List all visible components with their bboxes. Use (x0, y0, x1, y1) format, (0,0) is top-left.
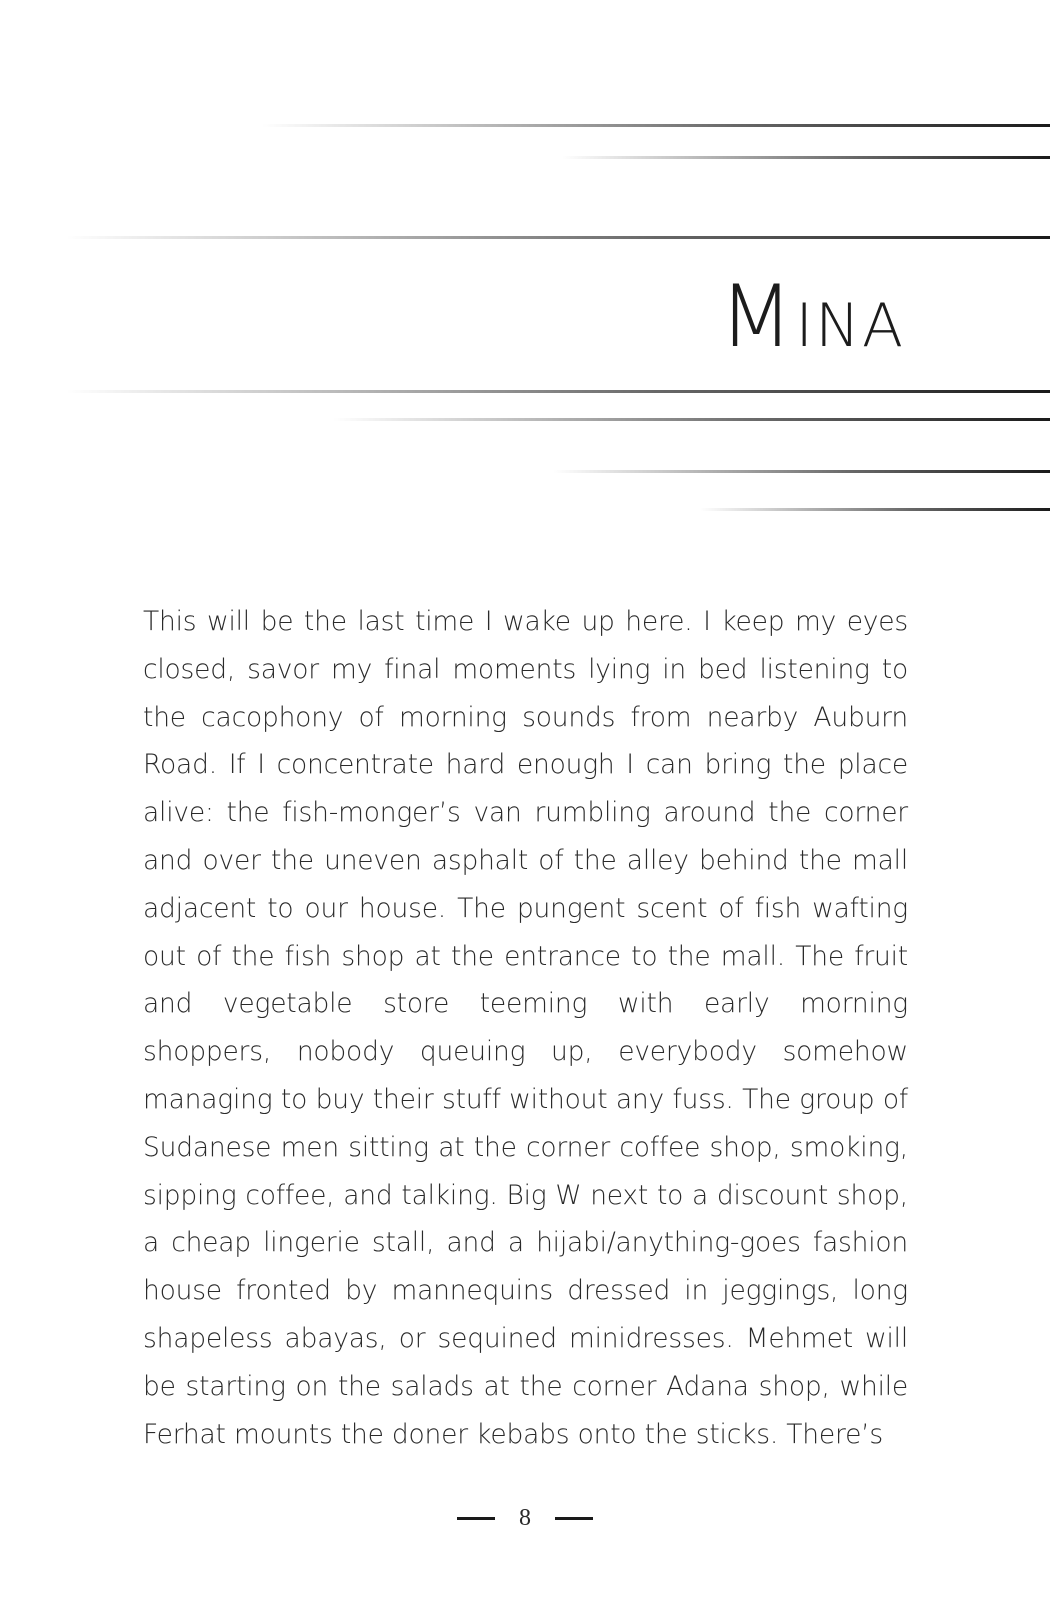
body-paragraph: This will be the last time I wake up here. I keep my eyes closed, savor my final moments lying in bed listening to the cacophony of morning sounds from nearby Auburn Road. If I concentrate hard enough I can bring the place alive: the fish-monger’s van rumbling around the corner and over the uneven asphalt of the alley behind the mall adjacent to our house. The pungent scent of fish wafting out of the fish shop at the entrance to the mall. The fruit and vegetable store teeming with early morning shoppers, nobody queuing up, everybody somehow managing to buy their stuff without any fuss. The group of Sudanese men sitting at the corner coffee shop, smoking, sipping coffee, and talking. Big W next to a discount shop, a cheap lingerie stall, and a hijabi/anything-goes fashion house fronted by mannequins dressed in jeggings, long shapeless abayas, or sequined minidresses. Mehmet will be starting on the salads at the corner Adana shop, while Ferhat mounts the doner kebabs onto the sticks. There’s (143, 606, 908, 1450)
decorative-rule (553, 470, 1050, 473)
page-number: 8 (519, 1504, 531, 1531)
decorative-rule (333, 418, 1050, 421)
decorative-rule (66, 390, 1050, 393)
footer-dash-left (457, 1517, 495, 1520)
footer-dash-right (555, 1517, 593, 1520)
decorative-rule (66, 236, 1050, 239)
decorative-rule (262, 124, 1050, 127)
chapter-title: Mina (719, 267, 905, 367)
decorative-rule (700, 508, 1050, 511)
page-footer (0, 1498, 1050, 1538)
decorative-rule (562, 156, 1050, 159)
